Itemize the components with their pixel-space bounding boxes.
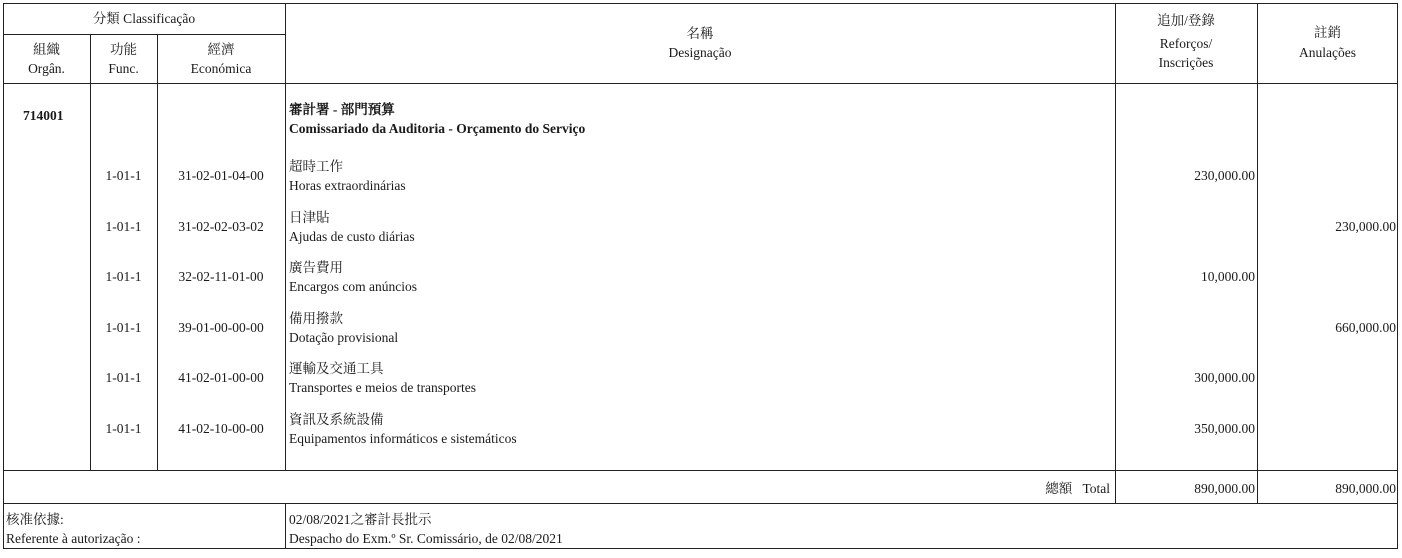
footer-label-zh: 核准依據: (6, 512, 64, 527)
rule-above-total (3, 470, 1398, 471)
header-classification: 分類 Classificação (92, 11, 196, 26)
rule-econ-designation (285, 3, 286, 470)
organ-title-pt: Comissariado da Auditoria - Orçamento do Serviço (289, 121, 586, 136)
header-econ-pt: Económica (190, 61, 252, 76)
footer-value-pt: Despacho do Exm.º Sr. Comissário, de 02/08/2021 (289, 531, 563, 546)
rule-reforcos-anulacoes (1257, 3, 1258, 503)
row-econ: 41-02-10-00-00 (178, 421, 264, 436)
header-reforcos-pt2: Inscrições (1158, 55, 1214, 70)
row-designation-zh: 超時工作 (289, 159, 343, 174)
row-econ: 39-01-00-00-00 (178, 320, 264, 335)
row-designation-pt: Dotação provisional (289, 330, 399, 345)
row-designation-pt: Ajudas de custo diárias (289, 229, 415, 244)
row-designation-pt: Horas extraordinárias (289, 178, 406, 193)
organ-title-zh: 審計署 - 部門預算 (289, 102, 395, 117)
row-func: 1-01-1 (105, 370, 142, 385)
row-econ: 32-02-11-01-00 (178, 269, 264, 284)
row-econ: 31-02-02-03-02 (178, 219, 264, 234)
rule-designation-reforcos (1115, 3, 1116, 503)
rule-func-econ (157, 34, 158, 470)
total-reforcos: 890,000.00 (1194, 481, 1255, 496)
rule-footer-divider (285, 503, 286, 549)
rule-below-total (3, 503, 1398, 504)
row-anulacoes: 660,000.00 (1335, 320, 1396, 335)
header-func-pt: Func. (108, 61, 139, 76)
row-econ: 41-02-01-00-00 (178, 370, 264, 385)
row-econ: 31-02-01-04-00 (178, 168, 264, 183)
row-designation-pt: Encargos com anúncios (289, 279, 417, 294)
rule-organ-func (90, 34, 91, 470)
footer-label-pt: Referente à autorização : (6, 531, 141, 546)
row-func: 1-01-1 (105, 219, 142, 234)
row-designation-pt: Equipamentos informáticos e sistemáticos (289, 431, 517, 446)
row-func: 1-01-1 (105, 320, 142, 335)
row-reforcos: 10,000.00 (1201, 269, 1255, 284)
total-anulacoes: 890,000.00 (1335, 481, 1396, 496)
rule-under-classification (3, 34, 285, 35)
row-reforcos: 350,000.00 (1194, 421, 1255, 436)
header-anulacoes-pt: Anulações (1299, 45, 1356, 60)
header-reforcos-pt1: Reforços/ (1159, 36, 1213, 51)
row-reforcos: 300,000.00 (1194, 370, 1255, 385)
row-designation-zh: 資訊及系統設備 (289, 412, 384, 427)
footer-value-zh: 02/08/2021之審計長批示 (289, 512, 432, 527)
total-label-zh: 總額 (1045, 481, 1073, 496)
header-econ-zh: 經濟 (207, 42, 235, 57)
row-designation-pt: Transportes e meios de transportes (289, 380, 476, 395)
row-designation-zh: 運輸及交通工具 (289, 361, 384, 376)
rule-under-header (3, 83, 1398, 84)
row-designation-zh: 廣告費用 (289, 260, 343, 275)
row-func: 1-01-1 (105, 168, 142, 183)
row-reforcos: 230,000.00 (1194, 168, 1255, 183)
row-designation-zh: 備用撥款 (289, 311, 343, 326)
row-func: 1-01-1 (105, 421, 142, 436)
row-func: 1-01-1 (105, 269, 142, 284)
row-designation-zh: 日津貼 (289, 210, 330, 225)
organ-code: 714001 (23, 108, 64, 123)
header-func-zh: 功能 (110, 42, 137, 57)
total-label-pt: Total (1082, 481, 1110, 496)
total-label (900, 481, 1110, 497)
row-anulacoes: 230,000.00 (1335, 219, 1396, 234)
header-designation-zh: 名稱 (686, 26, 714, 41)
header-anulacoes-zh: 註銷 (1314, 25, 1341, 40)
header-organ-zh: 組織 (33, 42, 60, 57)
header-organ-pt: Orgân. (28, 61, 65, 76)
header-reforcos-zh: 追加/登錄 (1157, 13, 1215, 28)
header-designation-pt: Designação (668, 45, 732, 60)
